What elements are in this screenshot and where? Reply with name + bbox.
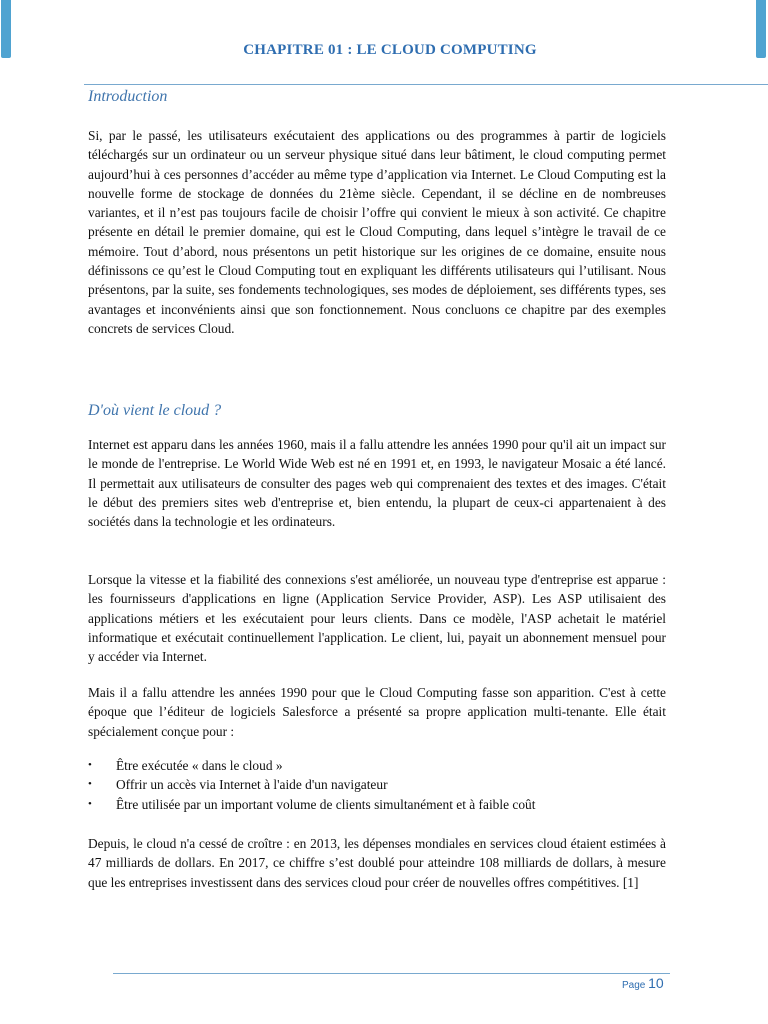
chapter-header: CHAPITRE 01 : LE CLOUD COMPUTING — [243, 42, 537, 58]
list-item-text: Offrir un accès via Internet à l'aide d'un navigateur — [116, 777, 388, 793]
page-label: Page — [622, 980, 646, 991]
footer-divider — [113, 973, 670, 974]
bullet-icon: • — [88, 759, 92, 771]
origin-paragraph-4: Depuis, le cloud n'a cessé de croître : en 2013, les dépenses mondiales en services cloud étaient estimées à 47 milliards de dollars. En 2017, ce chiffre s’est doublé pour atteindre 108 milliards de dollars, à mesure que les entreprises investissent dans des services cloud pour créer de nouvelles offres compétitives. [1] — [88, 836, 666, 890]
list-item — [88, 756, 688, 775]
bullet-icon: • — [88, 797, 92, 810]
header-divider — [84, 84, 768, 85]
origin-paragraph-2: Lorsque la vitesse et la fiabilité des connexions s'est améliorée, un nouveau type d'entreprise est apparue : les fournisseurs d'applications en ligne (Application Service Provider, ASP). Les ASP utilisaient des applications métiers et les exécutaient pour leurs clients. Dans ce modèle, l'ASP achetait le matériel informatique et exécutait continuellement l'application. Le client, lui, payait un abonnement mensuel pour y accéder via Internet. — [88, 572, 666, 665]
list-item — [88, 775, 688, 794]
intro-paragraph: Si, par le passé, les utilisateurs exécutaient des applications ou des programmes à partir de logiciels téléchargés sur un ordinateur ou un serveur physique situé dans leur bâtiment, le cloud computing permet aujourd’hui à ces personnes d’accéder au même type d’application via Internet. Le Cloud Computing est la nouvelle forme de stockage de données du 21ème siècle. Cependant, il se décline en de nombreuses variantes, et il n’est pas toujours facile de choisir l’offre qui convient le mieux à son activité. Ce chapitre présente en détail le premier domaine, qui est le Cloud Computing, dans lequel s’intègre le travail de ce mémoire. Tout d’abord, nous présentons un petit historique sur les origines de ce domaine, ensuite nous définissons ce qu’est le Cloud Computing tout en expliquant les différents utilisateurs qui l’utilisant. Nous présentons, par la suite, ses fondements technologiques, ses modes de déploiement, ses différents types, ses avantages et inconvénients ainsi que son fonctionnement. Nous concluons ce chapitre par des exemples concrets de services Cloud. — [88, 128, 666, 336]
list-item-text: Être utilisée par un important volume de clients simultanément et à faible coût — [116, 796, 536, 812]
origin-paragraph-3: Mais il a fallu attendre les années 1990 pour que le Cloud Computing fasse son apparition. C'est à cette époque que l’éditeur de logiciels Salesforce a présenté sa propre application multi-tenante. Elle était spécialement conçue pour : — [88, 685, 666, 739]
page-number-value: 10 — [648, 975, 664, 991]
origin-heading: D'où vient le cloud ? — [88, 402, 222, 419]
bullet-icon: • — [88, 778, 92, 791]
list-item — [88, 795, 688, 814]
intro-heading: Introduction — [88, 88, 168, 105]
origin-paragraph-1: Internet est apparu dans les années 1960, mais il a fallu attendre les années 1990 pour qu'il ait un impact sur le monde de l'entreprise. Le World Wide Web est né en 1991 et, en 1993, le navigateur Mosaic a été lancé. Il permettait aux utilisateurs de consulter des pages web qui comprenaient des textes et des images. C'était le début des premiers sites web d'entreprise et, bien entendu, la plupart de ceux-ci appartenaient à des sociétés dans la technologie et les ordinateurs. — [88, 437, 666, 530]
list-item-text: Être exécutée « dans le cloud » — [116, 758, 283, 773]
feature-bullet-list — [88, 756, 688, 814]
page-number — [622, 975, 664, 991]
